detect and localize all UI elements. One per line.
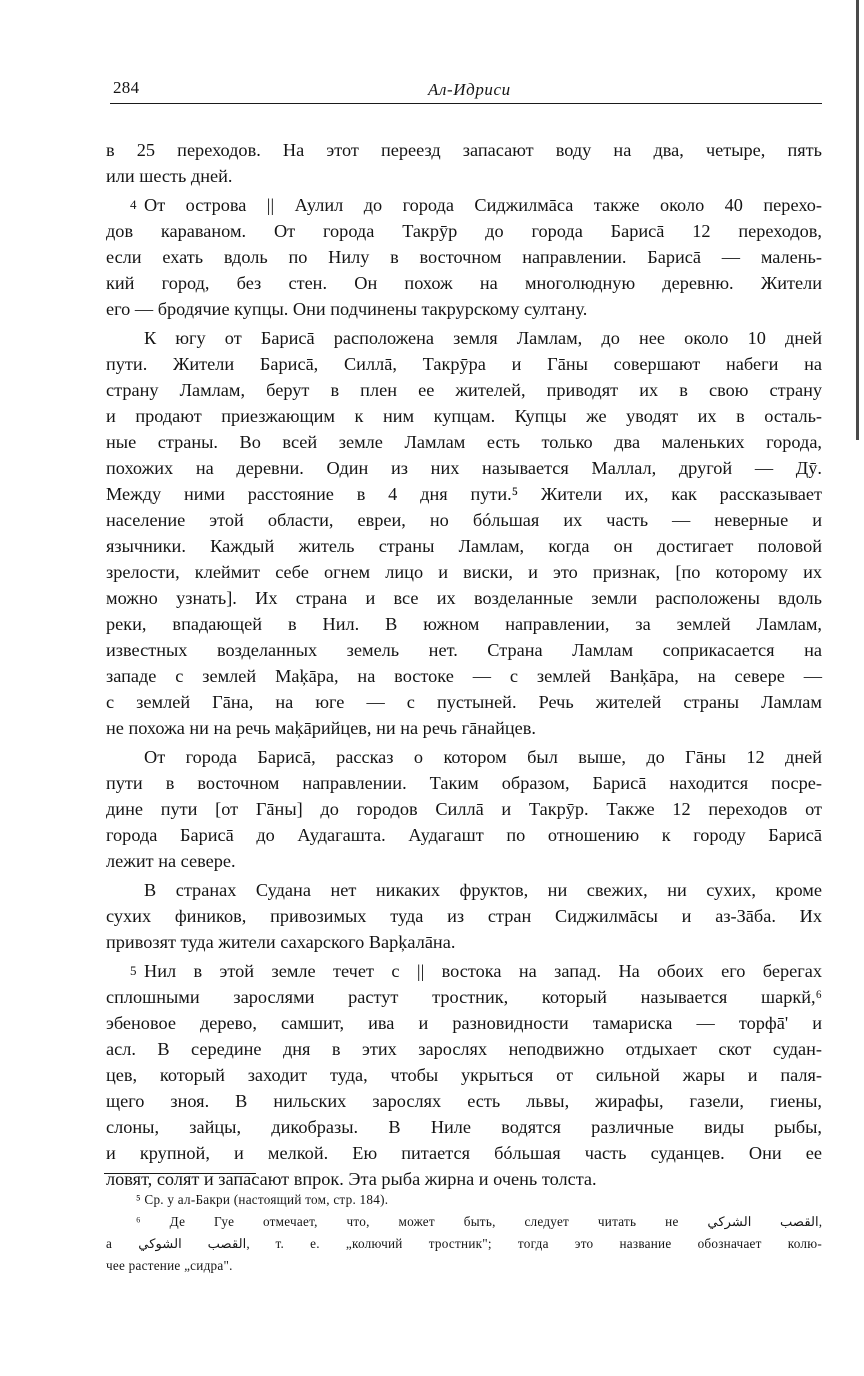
text-line <box>106 958 822 984</box>
text-line: с землей Гāна, на юге — с пустыней. Речь жителей страны Ламлам <box>106 692 822 712</box>
header-rule <box>110 103 822 104</box>
text-line: не похожа ни на речь маķāрийцев, ни на речь гāнайцев. <box>106 718 536 738</box>
text-line: В странах Судана нет никаких фруктов, ни свежих, ни сухих, кроме <box>144 880 822 900</box>
text-line: страну Ламлам, берут в плен ее жителей, приводят их в свою страну <box>106 380 822 400</box>
text-line <box>106 192 822 218</box>
text-line: реки, впадающей в Нил. В южном направлении, за землей Ламлам, <box>106 614 822 634</box>
text-line: цев, который заходит туда, чтобы укрыться от сильной жары и паля- <box>106 1065 822 1085</box>
text-line: города Барисā до Аудагашта. Аудагашт по отношению к городу Барисā <box>106 825 822 845</box>
text-line-content: Нил в этой земле течет с || востока на запад. На обоих его берегах <box>144 961 822 981</box>
footnote-6: ⁶ Де Гуе отмечает, что, может быть, следует читать не القصب الشركي, <box>136 1214 823 1229</box>
footnote-5: ⁵ Ср. у ал-Бакри (настоящий том, стр. 184). <box>136 1192 389 1207</box>
text-line: пути в восточном направлении. Таким образом, Барисā находится посре- <box>106 773 822 793</box>
text-line: дине пути [от Гāны] до городов Силлā и Такрӯр. Также 12 переходов от <box>106 799 822 819</box>
text-line: если ехать вдоль по Нилу в восточном направлении. Барисā — малень- <box>106 247 822 267</box>
margin-section-number: 5 <box>130 963 137 978</box>
text-line: похожих на деревни. Один из них называется Маллал, другой — Дӯ. <box>106 458 822 478</box>
text-line: его — бродячие купцы. Они подчинены такрурскому султану. <box>106 299 588 319</box>
text-line: слоны, зайцы, дикобразы. В Ниле водятся различные виды рыбы, <box>106 1117 822 1137</box>
page-number: 284 <box>113 78 140 97</box>
text-line: привозят туда жители сахарского Варķалāна. <box>106 932 456 952</box>
text-line: известных возделанных земель нет. Страна Ламлам соприкасается на <box>106 640 822 660</box>
margin-section-number: 4 <box>130 197 137 212</box>
text-line: или шесть дней. <box>106 166 233 186</box>
text-line: эбеновое дерево, самшит, ива и разновидности тамариска — торфā' и <box>106 1013 822 1033</box>
text-line: ловят, солят и запасают впрок. Эта рыба жирна и очень толста. <box>106 1169 597 1189</box>
text-line: язычники. Каждый житель страны Ламлам, когда он достигает половой <box>106 536 822 556</box>
text-line: ные страны. Во всей земле Ламлам есть только два маленьких города, <box>106 432 822 452</box>
text-line: К югу от Барисā расположена земля Ламлам, до нее около 10 дней <box>144 328 822 348</box>
text-line: лежит на севере. <box>106 851 236 871</box>
text-line: асл. В середине дня в этих зарослях неподвижно отдыхает скот судан- <box>106 1039 822 1059</box>
page-header <box>110 78 822 104</box>
text-line: пути. Жители Барисā, Силлā, Такрӯра и Гāны совершают набеги на <box>106 354 822 374</box>
footnote-rule <box>104 1173 256 1174</box>
main-text <box>106 137 822 1192</box>
page-edge-shadow <box>856 0 859 440</box>
text-line: и продают приезжающим к ним купцам. Купцы же уводят их в осталь- <box>106 406 822 426</box>
text-line: западе с землей Маķāра, на востоке — с землей Ванķāра, на севере — <box>106 666 822 686</box>
text-line: кий город, без стен. Он похож на многолюдную деревню. Жители <box>106 273 822 293</box>
footnotes <box>106 1189 822 1277</box>
text-line: можно узнать]. Их страна и все их возделанные земли расположены вдоль <box>106 588 822 608</box>
text-line-content: От острова || Аулил до города Сиджилмāса также около 40 перехо- <box>144 195 822 215</box>
text-line: сухих фиников, привозимых туда из стран Сиджилмāсы и аз-Зāба. Их <box>106 906 822 926</box>
footnote-6-continued: а القصب الشوكي, т. е. „колючий тростник"; тогда это название обозначает колю- <box>106 1236 822 1251</box>
text-line: в 25 переходов. На этот переезд запасают воду на два, четыре, пять <box>106 140 822 160</box>
text-line: Между ними расстояние в 4 дня пути.⁵ Жители их, как рассказывает <box>106 484 822 504</box>
text-line: население этой области, евреи, но бóльшая их часть — неверные и <box>106 510 822 530</box>
text-line: От города Барисā, рассказ о котором был выше, до Гāны 12 дней <box>144 747 822 767</box>
text-line: и крупной, и мелкой. Ею питается бóльшая часть суданцев. Они ее <box>106 1143 822 1163</box>
text-line: дов караваном. От города Такрӯр до города Барисā 12 переходов, <box>106 221 822 241</box>
text-line: сплошными зарослями растут тростник, который называется шаркй,⁶ <box>106 987 822 1007</box>
running-title: Ал-Идриси <box>428 80 511 99</box>
text-line: щего зноя. В нильских зарослях есть львы, жирафы, газели, гиены, <box>106 1091 822 1111</box>
text-line: зрелости, клеймит себе огнем лицо и виски, и это признак, [по которому их <box>106 562 822 582</box>
footnote-6-end: чее растение „сидра". <box>106 1258 233 1273</box>
